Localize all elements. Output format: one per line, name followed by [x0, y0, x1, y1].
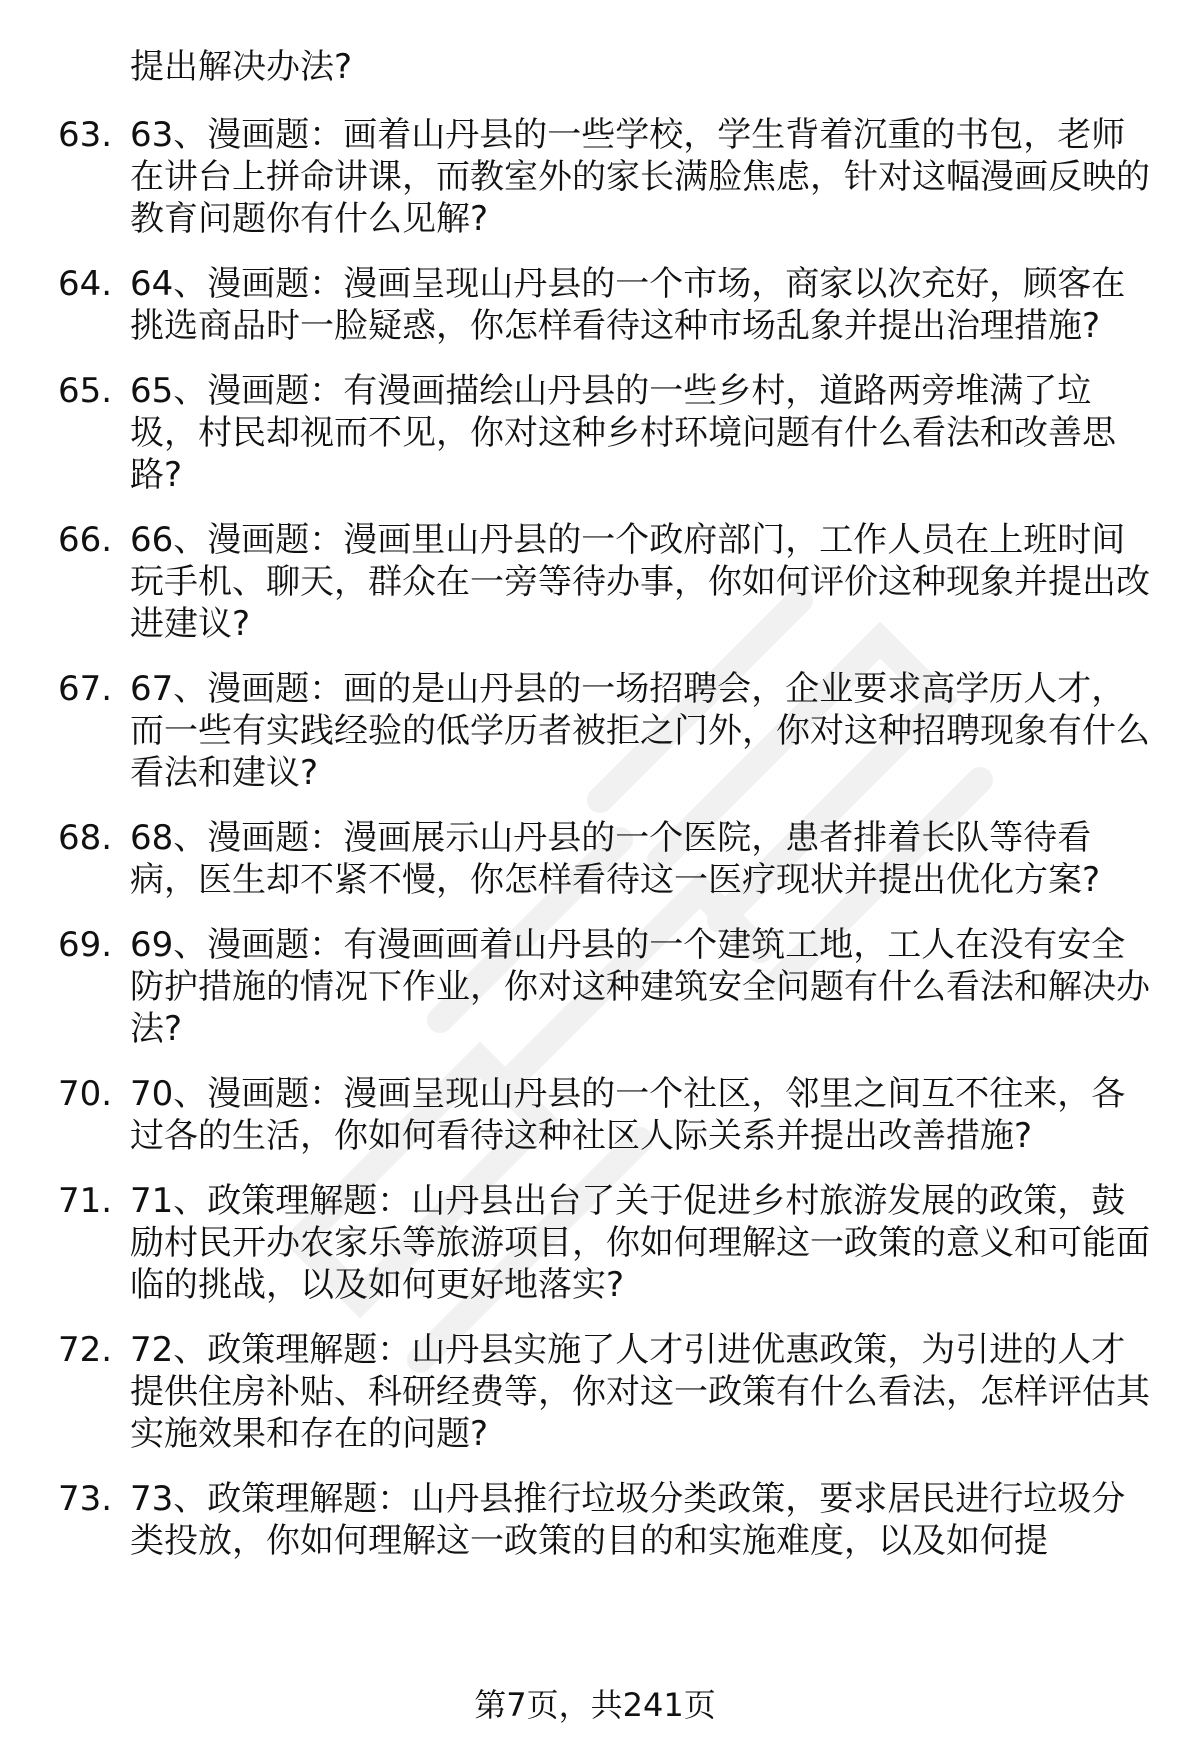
list-item-number: 65. — [58, 371, 113, 411]
list-item — [0, 668, 1190, 794]
list-item-number: 70. — [58, 1074, 113, 1114]
page-footer: 第7页，共241页 — [474, 1686, 716, 1724]
list-item-text: 65、漫画题：有漫画描绘山丹县的一些乡村，道路两旁堆满了垃圾，村民却视而不见，你对这种乡村环境问题有什么看法和改善思路? — [130, 371, 1116, 495]
list-item — [0, 1073, 1190, 1157]
question-list — [0, 114, 1190, 1585]
list-item-text: 66、漫画题：漫画里山丹县的一个政府部门，工作人员在上班时间玩手机、聊天，群众在一旁等待办事，你如何评价这种现象并提出改进建议? — [130, 520, 1150, 644]
list-item — [0, 1478, 1190, 1562]
list-item — [0, 1329, 1190, 1455]
list-item-text: 71、政策理解题：山丹县出台了关于促进乡村旅游发展的政策，鼓励村民开办农家乐等旅游项目，你如何理解这一政策的意义和可能面临的挑战，以及如何更好地落实? — [130, 1181, 1150, 1305]
list-item-text: 70、漫画题：漫画呈现山丹县的一个社区，邻里之间互不往来，各过各的生活，你如何看待这种社区人际关系并提出改善措施? — [130, 1074, 1126, 1156]
list-item-text: 67、漫画题：画的是山丹县的一场招聘会，企业要求高学历人才，而一些有实践经验的低学历者被拒之门外，你对这种招聘现象有什么看法和建议? — [130, 669, 1150, 793]
list-item-number: 72. — [58, 1330, 113, 1370]
list-item — [0, 263, 1190, 347]
list-item-text: 69、漫画题：有漫画画着山丹县的一个建筑工地，工人在没有安全防护措施的情况下作业，你对这种建筑安全问题有什么看法和解决办法? — [130, 925, 1150, 1049]
list-item — [0, 370, 1190, 496]
list-item-text: 73、政策理解题：山丹县推行垃圾分类政策，要求居民进行垃圾分类投放，你如何理解这一政策的目的和实施难度，以及如何提 — [130, 1479, 1126, 1561]
list-item-number: 67. — [58, 669, 113, 709]
list-item-text: 64、漫画题：漫画呈现山丹县的一个市场，商家以次充好，顾客在挑选商品时一脸疑惑，你怎样看待这种市场乱象并提出治理措施? — [130, 264, 1126, 346]
list-item — [0, 114, 1190, 240]
list-item-number: 64. — [58, 264, 113, 304]
list-item-number: 71. — [58, 1181, 113, 1221]
continuation-text: 提出解决办法? — [130, 47, 353, 87]
list-item-number: 69. — [58, 925, 113, 965]
list-item-number: 66. — [58, 520, 113, 560]
list-item — [0, 817, 1190, 901]
list-item-text: 68、漫画题：漫画展示山丹县的一个医院，患者排着长队等待看病，医生却不紧不慢，你怎样看待这一医疗现状并提出优化方案? — [130, 818, 1101, 900]
list-item — [0, 1180, 1190, 1306]
list-item — [0, 519, 1190, 645]
list-item-text: 72、政策理解题：山丹县实施了人才引进优惠政策，为引进的人才提供住房补贴、科研经费等，你对这一政策有什么看法，怎样评估其实施效果和存在的问题? — [130, 1330, 1150, 1454]
list-item-number: 73. — [58, 1479, 113, 1519]
list-item-text: 63、漫画题：画着山丹县的一些学校，学生背着沉重的书包，老师在讲台上拼命讲课，而教室外的家长满脸焦虑，针对这幅漫画反映的教育问题你有什么见解? — [130, 115, 1150, 239]
list-item-number: 63. — [58, 115, 113, 155]
list-item — [0, 924, 1190, 1050]
list-item-number: 68. — [58, 818, 113, 858]
